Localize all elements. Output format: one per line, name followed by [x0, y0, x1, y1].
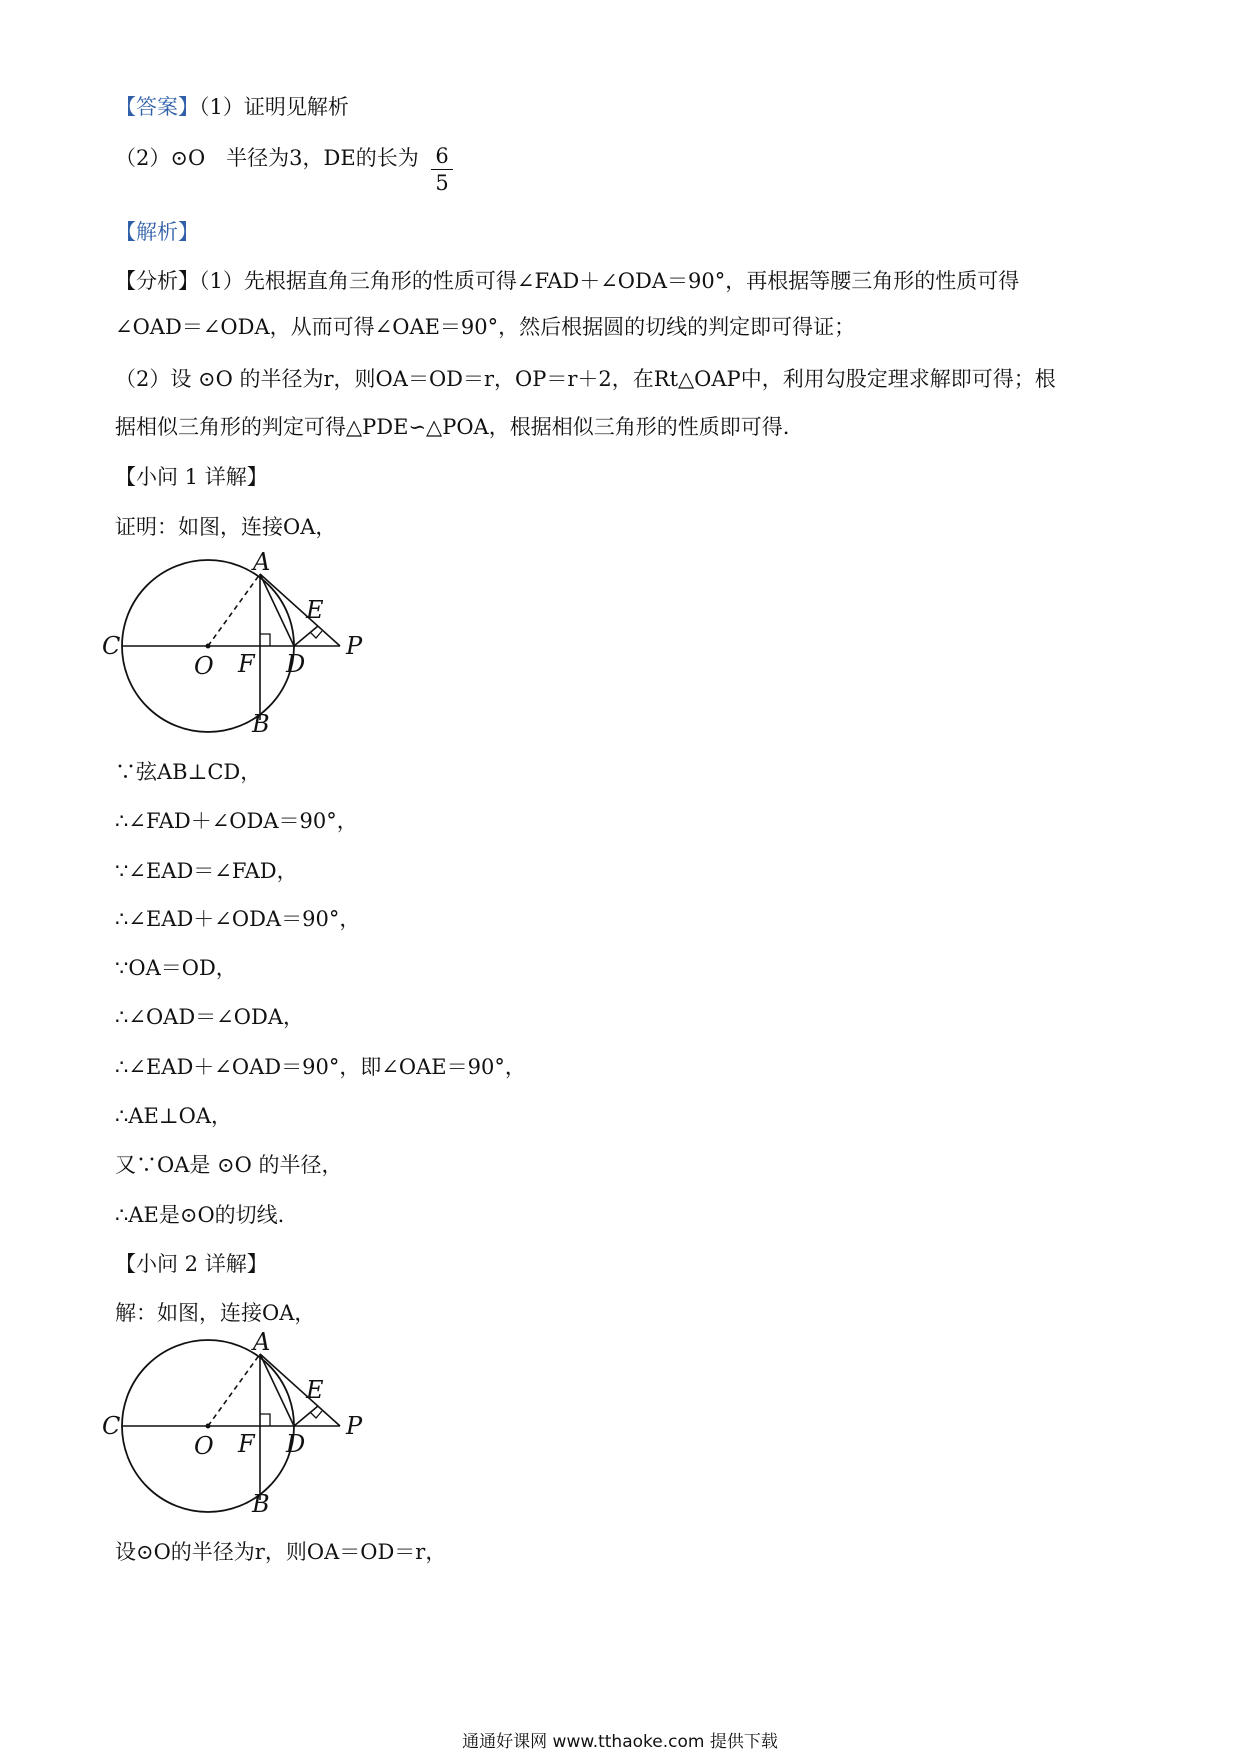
solution-line-1: 设⊙O的半径为r，则OA＝OD＝r，: [115, 1540, 447, 1564]
center-dot: [206, 644, 211, 649]
label-o: O: [194, 1432, 214, 1460]
tangent-ap: [260, 1354, 340, 1426]
analysis-line-2: ∠OAD＝∠ODA，从而可得∠OAE＝90°，然后根据圆的切线的判定即可得证；: [115, 315, 856, 339]
segment-oa: [208, 574, 260, 646]
proof-line-3: ∵∠EAD＝∠FAD，: [115, 859, 298, 883]
proof-line-4: ∴∠EAD＋∠ODA＝90°，: [115, 907, 361, 931]
fraction-denominator: 5: [435, 171, 449, 195]
analysis-header: 【解析】: [115, 220, 199, 244]
right-angle-f: [260, 634, 270, 646]
question2-header: 【小问 2 详解】: [115, 1252, 268, 1276]
fraction-numerator: 6: [435, 144, 449, 168]
label-e: E: [306, 1376, 324, 1404]
label-p: P: [346, 1412, 363, 1440]
segment-ad: [260, 574, 294, 646]
proof-line-8: ∴AE⊥OA，: [115, 1104, 232, 1128]
proof-line-1: ∵弦AB⊥CD，: [115, 760, 262, 784]
question1-intro: 证明：如图，连接OA，: [115, 515, 337, 539]
right-angle-f: [260, 1414, 270, 1426]
proof-line-6: ∴∠OAD＝∠ODA，: [115, 1005, 304, 1029]
answer-tag: 【答案】: [115, 95, 199, 119]
label-c: C: [102, 1412, 121, 1440]
proof-line-2: ∴∠FAD＋∠ODA＝90°，: [115, 809, 358, 833]
label-f: F: [238, 1430, 255, 1458]
label-c: C: [102, 632, 121, 660]
page-footer: 通通好课网 www.tthaoke.com 提供下载: [462, 1732, 778, 1752]
proof-line-10: ∴AE是⊙O的切线.: [115, 1203, 285, 1227]
geometry-figure-1: [102, 548, 388, 738]
label-a: A: [253, 548, 271, 576]
question1-header: 【小问 1 详解】: [115, 465, 268, 489]
proof-line-9: 又∵OA是 ⊙O 的半径，: [115, 1153, 343, 1177]
label-p: P: [346, 632, 363, 660]
center-dot: [206, 1424, 211, 1429]
geometry-figure-2: [102, 1328, 388, 1518]
label-e: E: [306, 596, 324, 624]
label-a: A: [253, 1328, 271, 1356]
label-f: F: [238, 650, 255, 678]
label-o: O: [194, 652, 214, 680]
answer-text: （1）证明见解析: [199, 95, 349, 119]
analysis-line-1: 【分析】（1）先根据直角三角形的性质可得∠FAD＋∠ODA＝90°，再根据等腰三角形的性质可得: [115, 269, 1020, 293]
label-b: B: [252, 1490, 270, 1518]
answer-line: [115, 92, 349, 122]
answer-part2: （2）⊙O 半径为3，DE的长为: [115, 146, 419, 170]
segment-oa: [208, 1354, 260, 1426]
proof-line-7: ∴∠EAD＋∠OAD＝90°，即∠OAE＝90°，: [115, 1055, 526, 1079]
label-b: B: [252, 710, 270, 738]
label-d: D: [286, 650, 306, 678]
segment-ad: [260, 1354, 294, 1426]
analysis-line-3: （2）设 ⊙O 的半径为r，则OA＝OD＝r，OP＝r＋2，在Rt△OAP中，利用勾股定理求解即可得；根: [115, 367, 1056, 391]
question2-intro: 解：如图，连接OA，: [115, 1301, 316, 1325]
tangent-ap: [260, 574, 340, 646]
label-d: D: [286, 1430, 306, 1458]
proof-line-5: ∵OA＝OD，: [115, 956, 237, 980]
fraction-six-fifths: [430, 143, 454, 196]
analysis-line-4: 据相似三角形的判定可得△PDE∽△POA，根据相似三角形的性质即可得.: [115, 415, 790, 439]
